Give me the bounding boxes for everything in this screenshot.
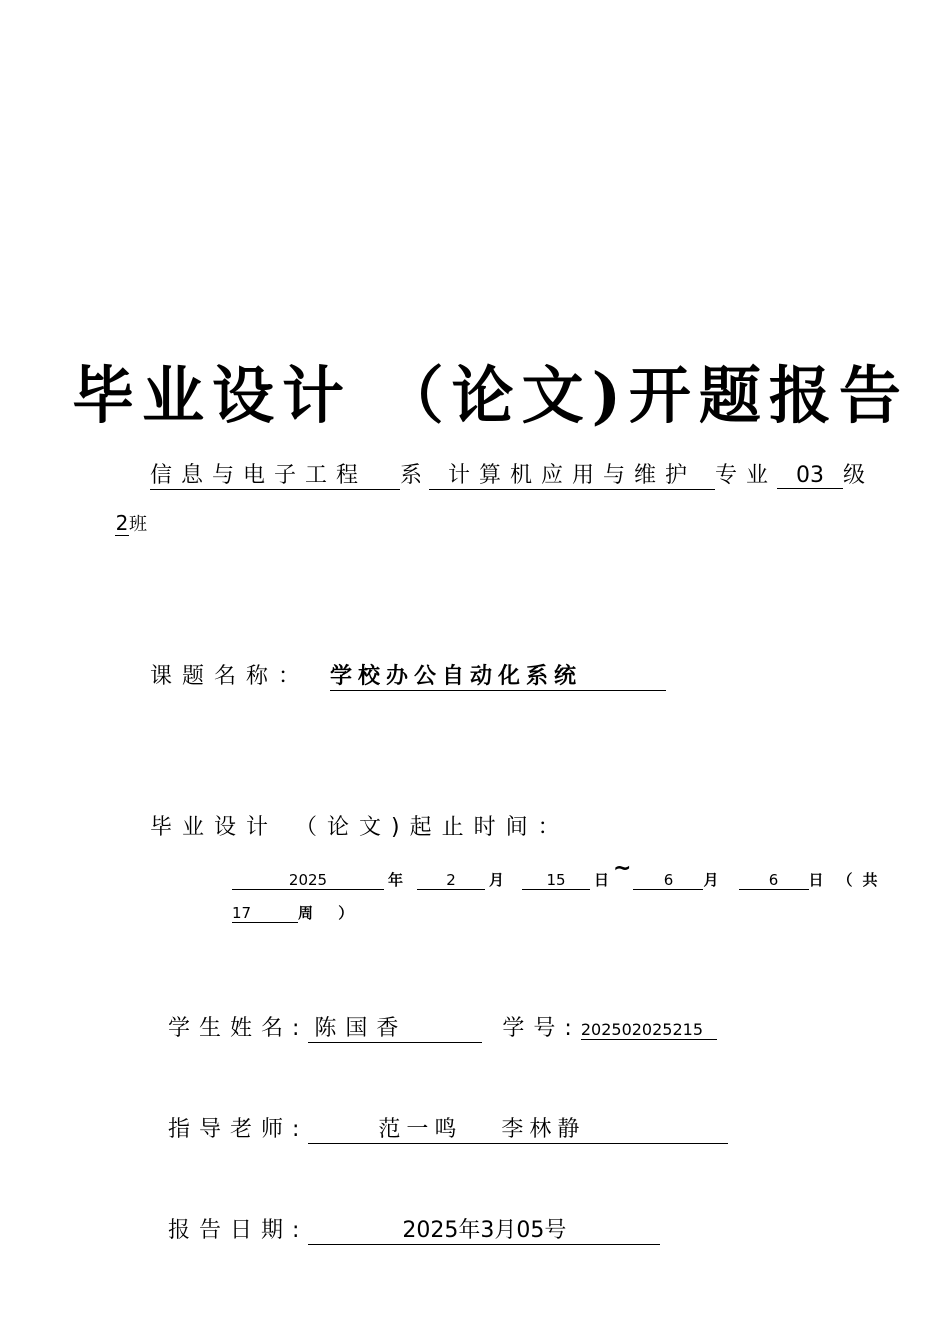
end-day: 6 xyxy=(739,871,809,890)
report-date-label: 报告日期: xyxy=(168,1218,309,1243)
advisor-label: 指导老师: xyxy=(168,1117,309,1142)
advisor-names: 范一鸣 李林静 xyxy=(308,1112,728,1144)
class-info-line xyxy=(150,458,865,490)
grade-suffix: 级 xyxy=(843,463,866,488)
student-line xyxy=(168,1011,717,1043)
class-suffix: 班 xyxy=(129,514,147,535)
student-id-label: 学号: xyxy=(502,1016,581,1041)
start-year: 2025 xyxy=(232,871,384,890)
student-name-label: 学生姓名: xyxy=(168,1016,309,1041)
day-unit: 日 xyxy=(594,871,610,889)
end-month: 6 xyxy=(633,871,703,890)
year-unit: 年 xyxy=(388,871,404,889)
end-day-unit: 日 xyxy=(808,871,824,889)
total-open: （共 xyxy=(837,871,888,889)
end-month-unit: 月 xyxy=(703,871,719,889)
department-value: 信息与电子工程 xyxy=(150,458,400,490)
class-number: 2 xyxy=(115,511,129,535)
grade-value: 03 xyxy=(777,463,843,489)
period-dates-line xyxy=(232,856,888,891)
student-id: 202502025215 xyxy=(581,1020,717,1040)
start-day: 15 xyxy=(522,871,590,890)
period-label: 毕业设计 （论文)起止时间： xyxy=(150,815,570,840)
student-name: 陈国香 xyxy=(308,1011,482,1043)
topic-value: 学校办公自动化系统 xyxy=(330,659,666,691)
weeks-unit: 周 ） xyxy=(298,904,364,922)
department-suffix: 系 xyxy=(400,463,423,488)
month-unit: 月 xyxy=(489,871,505,889)
report-date-value: 2025年3月05号 xyxy=(308,1213,660,1245)
range-tilde: ~ xyxy=(613,856,632,881)
report-title: 毕业设计 （论文)开题报告 xyxy=(72,359,909,432)
major-value: 计算机应用与维护 xyxy=(429,458,715,490)
report-date-line xyxy=(168,1213,660,1245)
total-weeks: 17 xyxy=(232,904,298,923)
major-suffix: 专业 xyxy=(715,463,778,488)
class-line xyxy=(115,510,147,536)
topic-label: 课题名称： xyxy=(150,664,311,689)
period-weeks-line xyxy=(232,902,363,923)
start-month: 2 xyxy=(417,871,485,890)
advisor-line xyxy=(168,1112,728,1144)
